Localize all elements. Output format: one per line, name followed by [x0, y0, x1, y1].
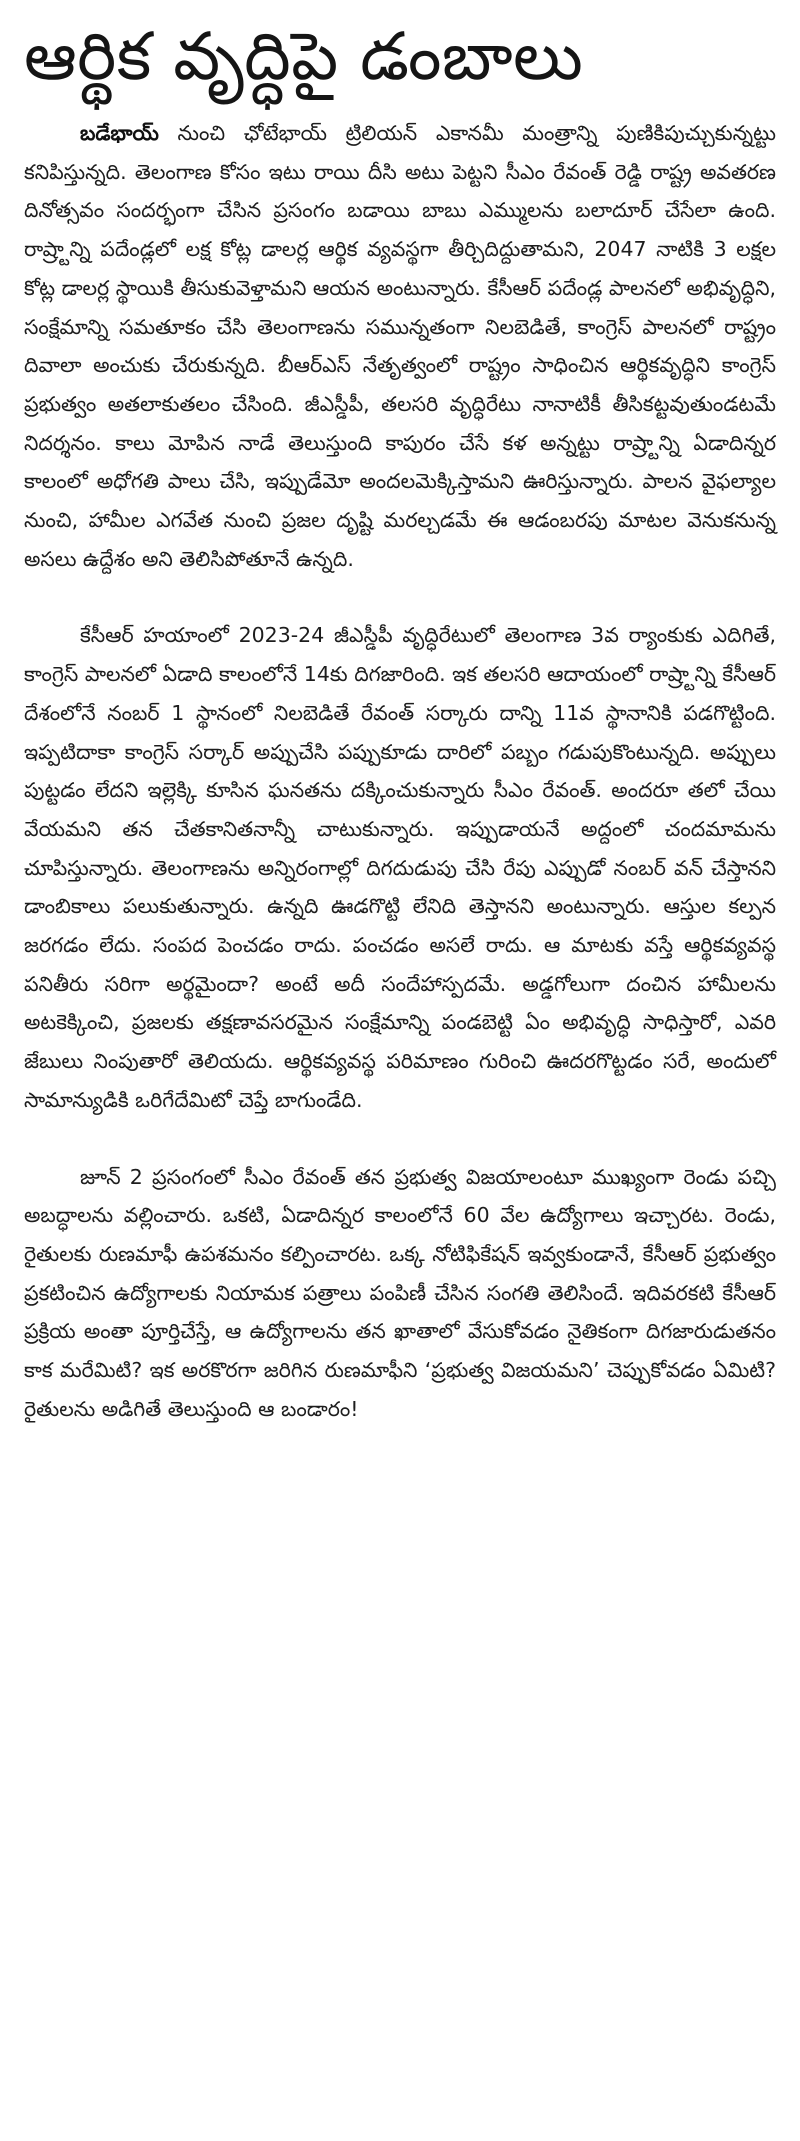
paragraph-2-text: కేసీఆర్ హయాంలో 2023-24 జీఎస్డీపీ వృద్ధిరేటులో తెలంగాణ 3వ ర్యాంకుకు ఎదిగితే, కాంగ్రెస్ పాలనలో ఏడాది కాలంలోనే 14కు దిగజారింది. ఇక తలసరి ఆదాయంలో రాష్ర్టాన్ని కేసీఆర్ దేశంలోనే నంబర్ 1 స్థానంలో నిలబెడితే రేవంత్ సర్కారు దాన్ని 11వ స్థానానికి పడగొట్టింది. ఇప్పటిదాకా కాంగ్రెస్ సర్కార్ అప్పుచేసి పప్పుకూడు దారిలో పబ్బం గడుపుకొంటున్నది. అప్పులు పుట్టడం లేదని ఇల్లెక్కి కూసిన ఘనతను దక్కించుకున్నారు సీఎం రేవంత్. అందరూ తలో చేయి వేయమని తన చేతకానితనాన్నీ చాటుకున్నారు. ఇప్పుడాయనే అద్దంలో చందమామను చూపిస్తున్నారు. తెలంగాణను అన్నిరంగాల్లో దిగదుడుపు చేసి రేపు ఎప్పుడో నంబర్ వన్ చేస్తానని డాంబికాలు పలుకుతున్నారు. ఉన్నది ఊడగొట్టి లేనిది తెస్తానని అంటున్నారు. ఆస్తుల కల్పన జరగడం లేదు. సంపద పెంచడం రాదు. పంచడం అసలే రాదు. ఆ మాటకు వస్తే ఆర్థికవ్యవస్థ పనితీరు సరిగా అర్థమైందా? అంటే అదీ సందేహాస్పదమే. అడ్డగోలుగా దంచిన హామీలను అటకెక్కించి, ప్రజలకు తక్షణావసరమైన సంక్షేమాన్ని పండబెట్టి ఏం అభివృద్ధి సాధిస్తారో, ఎవరి జేబులు నింపుతారో తెలియదు. ఆర్థికవ్యవస్థ పరిమాణం గురించి ఊదరగొట్టడం సరే, అందులో సామాన్యుడికి ఒరిగేదేమిటో చెప్తే బాగుండేది. — [24, 623, 776, 1112]
article-headline: ఆర్థిక వృద్ధిపై డంబాలు — [24, 18, 584, 95]
article-body — [24, 114, 776, 1429]
article-paragraph-2 — [24, 616, 776, 1119]
paragraph-3-text: జూన్ 2 ప్రసంగంలో సీఎం రేవంత్ తన ప్రభుత్వ విజయాలంటూ ముఖ్యంగా రెండు పచ్చి అబద్ధాలను వల్లించారు. ఒకటి, ఏడాదిన్నర కాలంలోనే 60 వేల ఉద్యోగాలు ఇచ్చారట. రెండు, రైతులకు రుణమాఫీ ఉపశమనం కల్పించారట. ఒక్క నోటిఫికేషన్ ఇవ్వకుండానే, కేసీఆర్ ప్రభుత్వం ప్రకటించిన ఉద్యోగాలకు నియామక పత్రాలు పంపిణీ చేసిన సంగతి తెలిసిందే. ఇదివరకటి కేసీఆర్ ప్రక్రియ అంతా పూర్తిచేస్తే, ఆ ఉద్యోగాలను తన ఖాతాలో వేసుకోవడం నైతికంగా దిగజారుడుతనం కాక మరేమిటి? ఇక అరకొరగా జరిగిన రుణమాఫీని ‘ప్రభుత్వ విజయమని’ చెప్పుకోవడం ఏమిటి? రైతులను అడిగితే తెలుస్తుంది ఆ బండారం! — [24, 1164, 776, 1421]
paragraph-1-text: నుంచి ఛోటేభాయ్ ట్రిలియన్ ఎకానమీ మంత్రాన్ని పుణికిపుచ్చుకున్నట్టు కనిపిస్తున్నది. తెలంగాణ కోసం ఇటు రాయి దీసి అటు పెట్టని సీఎం రేవంత్ రెడ్డి రాష్ట్ర అవతరణ దినోత్సవం సందర్భంగా చేసిన ప్రసంగం బడాయి బాబు ఎమ్ములను బలాదూర్ చేసేలా ఉంది. రాష్ర్టాన్ని పదేండ్లలో లక్ష కోట్ల డాలర్ల ఆర్థిక వ్యవస్థగా తీర్చిదిద్దుతామని, 2047 నాటికి 3 లక్షల కోట్ల డాలర్ల స్థాయికి తీసుకువెళ్తామని ఆయన అంటున్నారు. కేసీఆర్ పదేండ్ల పాలనలో అభివృద్ధిని, సంక్షేమాన్ని సమతూకం చేసి తెలంగాణను సమున్నతంగా నిలబెడితే, కాంగ్రెస్ పాలనలో రాష్ట్రం దివాలా అంచుకు చేరుకున్నది. బీఆర్ఎస్ నేతృత్వంలో రాష్ట్రం సాధించిన ఆర్థికవృద్ధిని కాంగ్రెస్ ప్రభుత్వం అతలాకుతలం చేసింది. జీఎస్డీపీ, తలసరి వృద్ధిరేటు నానాటికీ తీసికట్టవుతుండటమే నిదర్శనం. కాలు మోపిన నాడే తెలుస్తుంది కాపురం చేసే కళ అన్నట్టు రాష్ర్టాన్ని ఏడాదిన్నర కాలంలో అధోగతి పాలు చేసి, ఇప్పుడేమో అందలమెక్కిస్తామని ఊరిస్తున్నారు. పాలన వైఫల్యాల నుంచి, హామీల ఎగవేత నుంచి ప్రజల దృష్టి మరల్చడమే ఈ ఆడంబరపు మాటల వెనుకనున్న అసలు ఉద్దేశం అని తెలిసిపోతూనే ఉన్నది. — [24, 121, 776, 571]
article-paragraph-3 — [24, 1158, 776, 1429]
article-paragraph-1 — [24, 114, 776, 578]
lead-word: బడేభాయ్ — [80, 121, 159, 145]
